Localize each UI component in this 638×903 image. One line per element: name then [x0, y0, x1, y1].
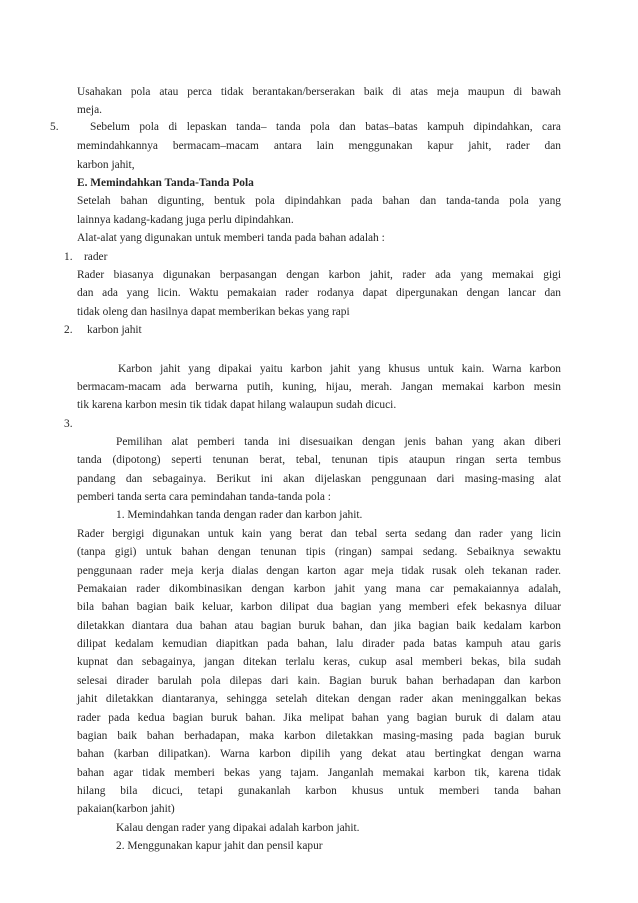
text-line: tidak oleng dan hasilnya dapat memberikan bekas yang rapi	[77, 306, 350, 318]
text-line: memindahkannya bermacam–macam antara lain menggunakan kapur jahit, rader dan	[77, 140, 561, 152]
text-line: rader pada kedua bagian buruk bahan. Jika melipat bahan yang bagian buruk di dalam atau	[77, 712, 561, 724]
list-number: 3.	[64, 418, 73, 430]
text-line: Kalau dengan rader yang dipakai adalah karbon jahit.	[116, 822, 360, 834]
text-line: kupnat dan sebagainya, jangan ditekan terlalu keras, cukup asal memberi bekas, bila sudah	[77, 656, 561, 668]
subsection-item: 2. Menggunakan kapur jahit dan pensil kapur	[116, 840, 323, 852]
text-line: dilipat kedalam kemudian diapitkan pada bahan, lalu dirader pada batas kampuh atau garis	[77, 638, 561, 650]
text-line: Usahakan pola atau perca tidak berantakan/berserakan baik di atas meja maupun di bawah	[77, 86, 561, 98]
text-line: (tanpa gigi) untuk bahan dengan tenunan tipis (ringan) sampai sedang. Sebaiknya sewaktu	[77, 546, 561, 558]
text-line: tik karena karbon mesin tik tidak dapat hilang walaupun sudah dicuci.	[77, 399, 397, 411]
text-line: rader	[84, 251, 108, 263]
list-number: 2.	[64, 324, 73, 336]
text-line: bahan (karban dilipatkan). Warna karbon dipilih yang dekat atau bertingkat dengan warna	[77, 748, 561, 760]
text-line: Rader bergigi digunakan untuk kain yang berat dan tebal serta sedang dan rader yang licin	[77, 528, 561, 540]
text-line: penggunaan rader meja kerja dialas dengan karton agar meja tidak rusak oleh tekanan rader.	[77, 565, 561, 577]
list-number: 5.	[50, 121, 59, 133]
text-line: Alat-alat yang digunakan untuk memberi tanda pada bahan adalah :	[77, 232, 385, 244]
text-line: diletakkan diantara dua bahan atau bagian buruk bahan, dan jika bagian baik kedalam karbon	[77, 620, 561, 632]
section-heading: E. Memindahkan Tanda-Tanda Pola	[77, 177, 254, 189]
text-line: pandang dan sebagainya. Berikut ini akan dijelaskan penggunaan dari masing-masing alat	[77, 473, 561, 485]
text-line: Pemilihan alat pemberi tanda ini disesuaikan dengan jenis bahan yang akan diberi	[116, 436, 561, 448]
text-line: Karbon jahit yang dipakai yaitu karbon jahit yang khusus untuk kain. Warna karbon	[118, 363, 561, 375]
text-line: pakaian(karbon jahit)	[77, 803, 175, 815]
text-line: Setelah bahan digunting, bentuk pola dipindahkan pada bahan dan tanda-tanda pola yang	[77, 195, 561, 207]
subsection-item: 1. Memindahkan tanda dengan rader dan karbon jahit.	[116, 509, 363, 521]
text-line: Pemakaian rader dikombinasikan dengan karbon jahit yang mana car pemakaiannya adalah,	[77, 583, 561, 595]
text-line: karbon jahit	[87, 324, 142, 336]
list-number: 1.	[64, 251, 73, 263]
text-line: bagian baik bahan berhadapan, maka karbon diletakkan masing-masing pada bagian buruk	[77, 730, 561, 742]
text-line: meja.	[77, 104, 102, 116]
text-line: selesai dirader barulah pola dilepas dari kain. Bagian buruk bahan berhadapan dan karbon	[77, 675, 561, 687]
text-line: bila bahan bagian baik keluar, karbon dilipat dua bagian yang memberi efek bekasnya diluar	[77, 601, 561, 613]
text-line: tanda (dipotong) seperti tenunan berat, tebal, tenunan tipis ataupun ringan serta tembus	[77, 454, 561, 466]
text-line: hilang bila dicuci, tetapi gunakanlah karbon khusus untuk memberi tanda bahan	[77, 785, 561, 797]
text-line: jahit diletakkan diantaranya, sehingga setelah ditekan dengan rader akan meninggalkan bekas	[77, 693, 561, 705]
text-line: pemberi tanda serta cara pemindahan tanda-tanda pola :	[77, 491, 331, 503]
text-line: Rader biasanya digunakan berpasangan dengan karbon jahit, rader ada yang memakai gigi	[77, 269, 561, 281]
text-line: Sebelum pola di lepaskan tanda– tanda pola dan batas–batas kampuh dipindahkan, cara	[90, 121, 561, 133]
text-line: lainnya kadang-kadang juga perlu dipindahkan.	[77, 214, 294, 226]
text-line: bahan agar tidak memberi bekas yang tajam. Janganlah memakai karbon tik, karena tidak	[77, 767, 561, 779]
text-line: dan ada yang licin. Waktu pemakaian rader rodanya dapat dipergunakan dengan lancar dan	[77, 287, 561, 299]
text-line: karbon jahit,	[77, 159, 135, 171]
text-line: bermacam-macam ada berwarna putih, kuning, hijau, merah. Jangan memakai karbon mesin	[77, 381, 561, 393]
